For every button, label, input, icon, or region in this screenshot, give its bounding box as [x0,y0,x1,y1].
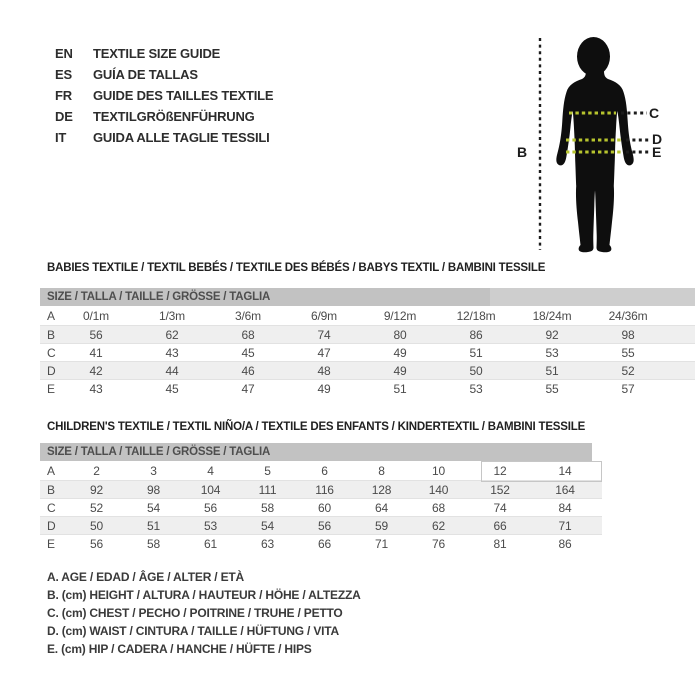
legend-line: D. (cm) WAIST / CINTURA / TAILLE / HÜFTUNG / VITA [47,624,339,638]
table-cell: 68 [241,328,255,342]
table-cell: 92 [90,483,103,497]
table-cell: 51 [545,364,559,378]
table-cell: 74 [493,501,507,515]
table-cell: 76 [432,537,445,551]
table-cell: 2 [93,464,100,478]
language-title: GUIDE DES TAILLES TEXTILE [93,88,274,103]
table-cell: 5 [264,464,271,478]
table-cell: 62 [432,519,445,533]
table-cell: 56 [318,519,331,533]
table-cell: 45 [241,346,255,360]
table-cell: 58 [261,501,274,515]
language-title: TEXTILE SIZE GUIDE [93,46,221,61]
table-cell: 50 [469,364,483,378]
table-cell: 0/1m [83,309,109,323]
table-row [40,361,695,379]
table-cell: 128 [371,483,392,497]
table-cell: 3/6m [235,309,261,323]
table-cell: 57 [621,382,635,396]
language-row [55,127,273,148]
table-cell: 3 [150,464,157,478]
table-row [40,498,602,516]
table-cell: 10 [432,464,445,478]
language-code: FR [55,88,72,103]
table-cell: 49 [393,346,407,360]
table-cell: 18/24m [532,309,572,323]
table-row [40,462,602,480]
children-table-header: SIZE / TALLA / TAILLE / GRÖSSE / TAGLIA [40,443,592,461]
table-cell: 55 [621,346,635,360]
language-title: TEXTILGRÖßENFÜHRUNG [93,109,255,124]
table-cell: 62 [165,328,179,342]
table-cell: 152 [490,483,510,497]
table-cell: 45 [165,382,179,396]
table-cell: 14 [558,464,572,478]
table-cell: 24/36m [608,309,648,323]
table-row [40,534,602,552]
legend-line: A. AGE / EDAD / ÂGE / ALTER / ETÀ [47,570,244,584]
table-cell: 64 [375,501,388,515]
row-label: A [47,309,55,323]
language-row [55,85,273,106]
table-cell: 8 [378,464,385,478]
table-cell: 111 [258,483,277,497]
table-cell: 164 [555,483,575,497]
height-measure-label: B [517,144,527,160]
row-label: E [47,537,55,551]
table-cell: 56 [89,328,103,342]
hip-measure-label: E [652,144,662,160]
row-label: B [47,328,55,342]
table-row [40,480,602,498]
table-cell: 81 [493,537,507,551]
row-label: A [47,464,55,478]
table-cell: 1/3m [159,309,185,323]
table-cell: 43 [89,382,103,396]
table-cell: 50 [90,519,103,533]
table-cell: 44 [165,364,179,378]
table-cell: 47 [317,346,331,360]
table-cell: 12/18m [456,309,496,323]
table-cell: 56 [90,537,103,551]
legend-line: B. (cm) HEIGHT / ALTURA / HAUTEUR / HÖHE / ALTEZZA [47,588,361,602]
legend-line: E. (cm) HIP / CADERA / HANCHE / HÜFTE / HIPS [47,642,312,656]
measurement-legend [47,568,361,658]
chest-measure-label: C [649,105,659,121]
table-cell: 140 [428,483,449,497]
table-cell: 53 [204,519,217,533]
table-cell: 53 [469,382,483,396]
table-row [40,307,695,325]
row-label: C [47,501,56,515]
table-cell: 84 [558,501,572,515]
table-row [40,325,695,343]
table-cell: 52 [90,501,103,515]
table-cell: 68 [432,501,445,515]
row-label: E [47,382,55,396]
table-cell: 49 [317,382,331,396]
table-cell: 51 [147,519,160,533]
babies-size-table [40,288,695,397]
table-cell: 66 [493,519,507,533]
language-row [55,106,273,127]
table-cell: 42 [89,364,103,378]
table-cell: 98 [147,483,160,497]
language-title-list [55,43,273,148]
row-label: D [47,519,56,533]
table-cell: 51 [469,346,483,360]
table-cell: 92 [545,328,559,342]
table-cell: 47 [241,382,255,396]
table-cell: 51 [393,382,407,396]
table-cell: 58 [147,537,160,551]
table-cell: 98 [621,328,635,342]
table-cell: 4 [207,464,214,478]
child-silhouette [556,37,633,252]
table-cell: 63 [261,537,274,551]
table-cell: 55 [545,382,559,396]
table-row [40,343,695,361]
waist-measure-label: D [652,131,662,147]
table-cell: 54 [147,501,160,515]
child-silhouette-figure [510,30,700,260]
language-code: DE [55,109,73,124]
language-row [55,64,273,85]
table-cell: 52 [621,364,635,378]
language-row [55,43,273,64]
table-cell: 56 [204,501,217,515]
table-row [40,379,695,397]
language-code: EN [55,46,73,61]
table-cell: 74 [317,328,331,342]
children-size-table [40,443,602,552]
language-code: ES [55,67,72,82]
table-cell: 6 [321,464,328,478]
row-label: D [47,364,56,378]
table-cell: 66 [318,537,331,551]
children-table-title: CHILDREN'S TEXTILE / TEXTIL NIÑO/A / TEXTILE DES ENFANTS / KINDERTEXTIL / BAMBINI TESSILE [47,421,586,433]
table-cell: 12 [493,464,507,478]
table-cell: 80 [393,328,407,342]
language-title: GUÍA DE TALLAS [93,67,198,82]
table-cell: 59 [375,519,388,533]
table-cell: 71 [558,519,572,533]
language-title: GUIDA ALLE TAGLIE TESSILI [93,130,270,145]
table-cell: 46 [241,364,255,378]
table-cell: 116 [315,483,334,497]
row-label: B [47,483,55,497]
table-cell: 61 [204,537,217,551]
table-cell: 104 [200,483,221,497]
table-cell: 48 [317,364,331,378]
table-cell: 49 [393,364,407,378]
legend-line: C. (cm) CHEST / PECHO / POITRINE / TRUHE / PETTO [47,606,343,620]
table-cell: 71 [375,537,388,551]
table-cell: 86 [558,537,572,551]
table-cell: 53 [545,346,559,360]
table-cell: 54 [261,519,274,533]
table-cell: 60 [318,501,331,515]
language-code: IT [55,130,67,145]
table-cell: 9/12m [383,309,417,323]
babies-table-title: BABIES TEXTILE / TEXTIL BEBÉS / TEXTILE DES BÉBÉS / BABYS TEXTIL / BAMBINI TESSILE [47,262,546,274]
table-cell: 43 [165,346,179,360]
table-cell: 41 [89,346,103,360]
table-cell: 6/9m [311,309,337,323]
babies-table-header: SIZE / TALLA / TAILLE / GRÖSSE / TAGLIA [40,288,695,306]
table-cell: 86 [469,328,483,342]
table-row [40,516,602,534]
row-label: C [47,346,56,360]
